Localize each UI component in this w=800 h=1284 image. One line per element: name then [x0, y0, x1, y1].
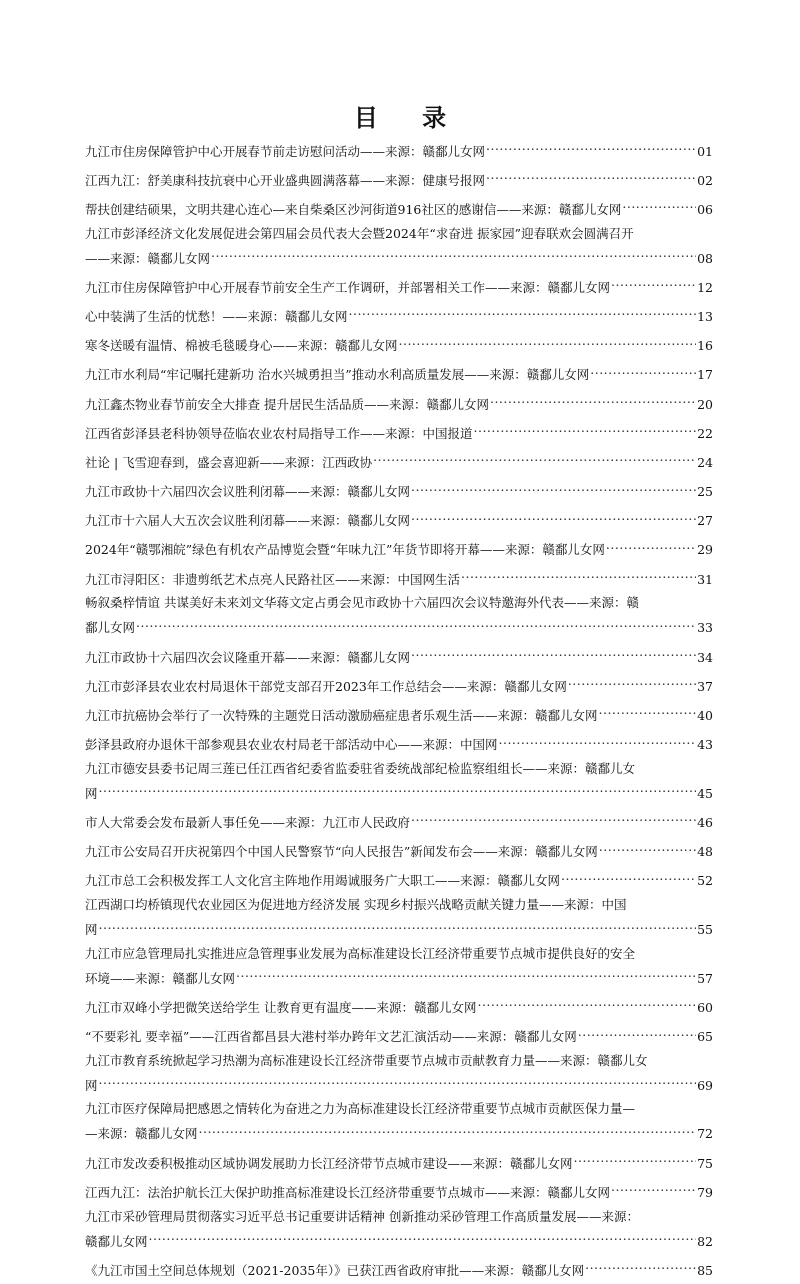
- toc-entry[interactable]: [85, 730, 713, 755]
- toc-entry-line: [85, 1148, 713, 1173]
- dot-leader: [485, 165, 696, 185]
- toc-page-number: 52: [697, 873, 713, 889]
- toc-page-number: 08: [697, 250, 713, 266]
- toc-page-number: 85: [697, 1262, 713, 1278]
- toc-entry[interactable]: [85, 759, 713, 804]
- toc-page-number: 45: [697, 785, 713, 801]
- toc-page-number: 55: [697, 922, 713, 937]
- toc-entry[interactable]: [85, 1177, 713, 1202]
- dot-leader: [410, 506, 696, 526]
- toc-entry[interactable]: [85, 564, 713, 589]
- toc-entry-title: 环境——来源：赣鄱儿女网: [85, 970, 236, 986]
- dot-leader: [348, 301, 697, 321]
- toc-page-number: 82: [697, 1233, 713, 1249]
- toc-entry-line: [85, 535, 713, 560]
- dot-leader: [235, 963, 696, 983]
- toc-entry[interactable]: [85, 331, 713, 356]
- toc-entry-line: [85, 963, 713, 988]
- toc-entry-title: 九江市水利局“牢记嘱托建新功 治水兴城勇担当”推动水利高质量发展——来源：赣鄱儿女网: [85, 367, 590, 383]
- toc-entry-title: 彭泽县政府办退休干部参观县农业农村局老干部活动中心——来源：中国网: [85, 737, 498, 753]
- dot-leader: [498, 730, 697, 750]
- toc-entry-title: 《九江市国土空间总体规划（2021-2035年）》已获江西省政府审批——来源：赣鄱儿女网: [85, 1262, 585, 1278]
- toc-entry-line: [85, 992, 713, 1017]
- toc-entry[interactable]: [85, 1051, 713, 1096]
- toc-entry-line: [85, 1119, 713, 1144]
- toc-title: 目 录: [353, 104, 465, 132]
- toc-entry[interactable]: [85, 272, 713, 297]
- toc-entry-title: 心中装满了生活的忧愁！——来源：赣鄱儿女网: [85, 308, 348, 324]
- toc-entry-title: 网: [85, 922, 98, 937]
- toc-entry-title: 九江市抗癌协会举行了一次特殊的主题党日活动激励癌症患者乐观生活——来源：赣鄱儿女网: [85, 707, 598, 723]
- dot-leader: [560, 866, 696, 886]
- toc-entry-title: 九江市十六届人大五次会议胜利闭幕——来源：赣鄱儿女网: [85, 513, 411, 529]
- toc-entry[interactable]: [85, 807, 713, 832]
- dot-leader: [98, 915, 697, 935]
- toc-entry-line: [85, 243, 713, 268]
- toc-entry-line: [85, 1207, 713, 1227]
- toc-entry-title: 九江市彭泽县农业农村局退休干部党支部召开2023年工作总结会——来源：赣鄱儿女网: [85, 678, 567, 694]
- dot-leader: [98, 778, 697, 798]
- toc-entry-line: [85, 944, 713, 964]
- dot-leader: [485, 136, 696, 156]
- toc-page-number: 65: [697, 1029, 713, 1045]
- dot-leader: [589, 360, 696, 380]
- toc-entry-title: 九江市总工会积极发挥工人文化宫主阵地作用竭诚服务广大职工——来源：赣鄱儿女网: [85, 873, 561, 889]
- toc-page-number: 72: [697, 1126, 713, 1142]
- toc-page-number: 79: [697, 1184, 713, 1200]
- toc-entry-line: [85, 447, 713, 472]
- toc-entry-title: 江西九江：法治护航长江大保护助推高标准建设长江经济带重要节点城市——来源：赣鄱儿女网: [85, 1184, 611, 1200]
- toc-entry-line: [85, 272, 713, 297]
- toc-entry-title: 九江鑫杰物业春节前安全大排查 提升居民生活品质——来源：赣鄱儿女网: [85, 396, 489, 412]
- dot-leader: [598, 837, 696, 857]
- toc-page-number: 46: [697, 814, 713, 830]
- toc-page-number: 29: [697, 542, 713, 558]
- toc-entry[interactable]: [85, 1099, 713, 1144]
- toc-page-number: 12: [697, 279, 713, 295]
- toc-page-number: 16: [697, 338, 713, 354]
- dot-leader: [460, 564, 696, 584]
- toc-entry-title: 江西九江：舒美康科技抗衰中心开业盛典圆满落幕——来源：健康号报网: [85, 172, 486, 188]
- toc-entry-line: [85, 915, 713, 940]
- toc-page-number: 48: [697, 844, 713, 860]
- toc-entry[interactable]: [85, 866, 713, 891]
- toc-entry-line: [85, 593, 713, 613]
- toc-entry-title: 九江市发改委积极推动区域协调发展助力长江经济带节点城市建设——来源：赣鄱儿女网: [85, 1155, 573, 1171]
- toc-entry[interactable]: [85, 165, 713, 190]
- dot-leader: [577, 1022, 696, 1042]
- dot-leader: [398, 331, 697, 351]
- toc-entry-line: [85, 613, 713, 638]
- toc-entry-title: ——来源：赣鄱儿女网: [85, 250, 211, 266]
- dot-leader: [210, 243, 696, 263]
- toc-page-number: 06: [697, 201, 713, 217]
- toc-entry-title: 九江市住房保障管护中心开展春节前走访慰问活动——来源：赣鄱儿女网: [85, 143, 486, 159]
- table-of-contents: [85, 136, 713, 1284]
- toc-entry-title: 畅叙桑梓情谊 共谋美好未来刘文华蒋文定占勇会见市政协十六届四次会议特邀海外代表——来源：赣: [85, 595, 639, 611]
- dot-leader: [567, 671, 696, 691]
- toc-entry[interactable]: [85, 593, 713, 638]
- dot-leader: [598, 700, 697, 720]
- toc-entry-title: 江西湖口均桥镇现代农业园区为促进地方经济发展 实现乡村振兴战略贡献关键力量——来源：中国: [85, 897, 627, 912]
- toc-entry-line: [85, 730, 713, 755]
- toc-entry-line: [85, 477, 713, 502]
- toc-entry[interactable]: [85, 301, 713, 326]
- toc-entry-title: 九江市公安局召开庆祝第四个中国人民警察节“向人民报告”新闻发布会——来源：赣鄱儿女网: [85, 844, 598, 860]
- toc-entry-line: [85, 564, 713, 589]
- toc-entry[interactable]: [85, 1022, 713, 1047]
- toc-entry-title: 九江市采砂管理局贯彻落实习近平总书记重要讲话精神 创新推动采砂管理工作高质量发展——来源：: [85, 1208, 639, 1224]
- toc-entry-line: [85, 194, 713, 219]
- toc-entry-line: [85, 1255, 713, 1280]
- toc-page-number: 31: [697, 571, 713, 587]
- toc-entry-title: 九江市住房保障管护中心开展春节前安全生产工作调研，并部署相关工作——来源：赣鄱儿女网: [85, 279, 611, 295]
- dot-leader: [489, 389, 696, 409]
- toc-entry-title: 社论 | 飞雪迎春到，盛会喜迎新——来源：江西政协: [85, 454, 373, 470]
- toc-entry[interactable]: [85, 447, 713, 472]
- toc-page-number: 75: [697, 1155, 713, 1171]
- toc-page-number: 43: [697, 737, 713, 753]
- toc-entry[interactable]: [85, 700, 713, 725]
- dot-leader: [410, 642, 696, 662]
- dot-leader: [135, 613, 696, 633]
- toc-page-number: 02: [697, 172, 713, 188]
- toc-entry-line: [85, 700, 713, 725]
- toc-page-number: 22: [697, 425, 713, 441]
- toc-entry-title: 九江市政协十六届四次会议胜利闭幕——来源：赣鄱儿女网: [85, 484, 411, 500]
- toc-entry-title: 网: [85, 1077, 98, 1093]
- toc-entry-line: [85, 506, 713, 531]
- dot-leader: [473, 418, 697, 438]
- toc-entry-line: [85, 895, 713, 915]
- dot-leader: [610, 1177, 696, 1197]
- toc-entry[interactable]: [85, 1207, 713, 1252]
- dot-leader: [584, 1255, 696, 1275]
- toc-entry-title: 九江市德安县委书记周三莲已任江西省纪委省监委驻省委统战部纪检监察组组长——来源：赣鄱儿女: [85, 760, 636, 776]
- toc-entry-title: 网: [85, 785, 98, 801]
- toc-page-number: 57: [697, 970, 713, 986]
- toc-entry[interactable]: [85, 992, 713, 1017]
- toc-entry[interactable]: [85, 895, 713, 940]
- toc-entry-line: [85, 1022, 713, 1047]
- toc-entry-line: [85, 1070, 713, 1095]
- toc-entry-line: [85, 671, 713, 696]
- toc-entry[interactable]: [85, 1255, 713, 1280]
- toc-page-number: 25: [697, 484, 713, 500]
- toc-entry-title: 市人大常委会发布最新人事任免——来源：九江市人民政府: [85, 814, 411, 830]
- dot-leader: [148, 1226, 697, 1246]
- toc-entry[interactable]: [85, 837, 713, 862]
- toc-entry[interactable]: [85, 224, 713, 269]
- toc-entry[interactable]: [85, 535, 713, 560]
- toc-page-number: 27: [697, 513, 713, 529]
- toc-entry-line: [85, 866, 713, 891]
- toc-entry[interactable]: [85, 642, 713, 667]
- dot-leader: [621, 194, 696, 214]
- toc-entry-line: [85, 1177, 713, 1202]
- toc-entry-line: [85, 1226, 713, 1251]
- toc-entry-line: [85, 360, 713, 385]
- toc-entry-line: [85, 418, 713, 443]
- toc-entry-line: [85, 759, 713, 779]
- toc-entry-title: 帮扶创建结硕果，文明共建心连心—来自柴桑区沙河街道916社区的感谢信——来源：赣鄱儿女网: [85, 201, 622, 217]
- toc-page-number: 33: [697, 620, 713, 636]
- toc-entry-title: 九江市浔阳区：非遗剪纸艺术点亮人民路社区——来源：中国网生活: [85, 571, 461, 587]
- toc-page-number: 34: [697, 649, 713, 665]
- toc-entry-line: [85, 224, 713, 244]
- dot-leader: [198, 1119, 697, 1139]
- toc-entry[interactable]: [85, 136, 713, 161]
- toc-entry-title: 2024年“赣鄂湘皖”绿色有机农产品博览会暨“年味九江”年货节即将开幕——来源：赣鄱儿女网: [85, 542, 605, 558]
- dot-leader: [573, 1148, 697, 1168]
- toc-page-number: 69: [697, 1077, 713, 1093]
- toc-page-number: 13: [697, 308, 713, 324]
- dot-leader: [98, 1070, 697, 1090]
- toc-entry[interactable]: [85, 360, 713, 385]
- toc-entry-title: 鄱儿女网: [85, 620, 136, 636]
- toc-entry-title: 寒冬送暖有温情、棉被毛毯暖身心——来源：赣鄱儿女网: [85, 338, 398, 354]
- toc-entry[interactable]: [85, 671, 713, 696]
- toc-entry[interactable]: [85, 418, 713, 443]
- toc-entry-title: —来源：赣鄱儿女网: [85, 1126, 198, 1142]
- toc-page-number: 01: [697, 143, 713, 159]
- toc-entry-line: [85, 1051, 713, 1071]
- toc-entry-title: 九江市政协十六届四次会议隆重开幕——来源：赣鄱儿女网: [85, 649, 411, 665]
- toc-entry-title: “不要彩礼 要幸福”——江西省都昌县大港村举办跨年文艺汇演活动——来源：赣鄱儿女网: [85, 1029, 577, 1045]
- toc-entry[interactable]: [85, 477, 713, 502]
- toc-entry[interactable]: [85, 944, 713, 989]
- toc-entry-line: [85, 807, 713, 832]
- dot-leader: [410, 477, 696, 497]
- toc-page-number: 20: [697, 396, 713, 412]
- toc-entry-title: 九江市教育系统掀起学习热潮为高标准建设长江经济带重要节点城市贡献教育力量——来源：赣鄱儿女: [85, 1052, 648, 1068]
- toc-entry[interactable]: [85, 389, 713, 414]
- toc-entry-line: [85, 837, 713, 862]
- toc-entry-title: 江西省彭泽县老科协领导莅临农业农村局指导工作——来源：中国报道: [85, 425, 473, 441]
- toc-entry-line: [85, 778, 713, 803]
- toc-page-number: 60: [697, 999, 713, 1015]
- dot-leader: [610, 272, 696, 292]
- toc-entry-line: [85, 1099, 713, 1119]
- dot-leader: [410, 807, 696, 827]
- toc-entry[interactable]: [85, 506, 713, 531]
- dot-leader: [476, 992, 696, 1012]
- toc-entry-line: [85, 165, 713, 190]
- toc-page-number: 37: [697, 678, 713, 694]
- dot-leader: [605, 535, 696, 555]
- toc-entry-title: 九江市双峰小学把微笑送给学生 让教育更有温度——来源：赣鄱儿女网: [85, 999, 477, 1015]
- toc-entry-line: [85, 301, 713, 326]
- toc-entry-line: [85, 136, 713, 161]
- toc-page-number: 40: [697, 707, 713, 723]
- toc-entry[interactable]: [85, 194, 713, 219]
- toc-entry[interactable]: [85, 1148, 713, 1173]
- toc-page-number: 17: [697, 367, 713, 383]
- toc-entry-line: [85, 389, 713, 414]
- toc-entry-line: [85, 642, 713, 667]
- toc-entry-title: 九江市医疗保障局把感恩之情转化为奋进之力为高标准建设长江经济带重要节点城市贡献医保力量—: [85, 1101, 636, 1117]
- toc-entry-title: 赣鄱儿女网: [85, 1233, 148, 1249]
- toc-entry-title: 九江市彭泽经济文化发展促进会第四届会员代表大会暨2024年“求奋进 振家园”迎春联欢会圆满召开: [85, 225, 634, 241]
- dot-leader: [372, 447, 696, 467]
- toc-entry-title: 九江市应急管理局扎实推进应急管理事业发展为高标准建设长江经济带重要节点城市提供良好的安全: [85, 945, 636, 961]
- toc-page-number: 24: [697, 454, 713, 470]
- toc-entry-line: [85, 331, 713, 356]
